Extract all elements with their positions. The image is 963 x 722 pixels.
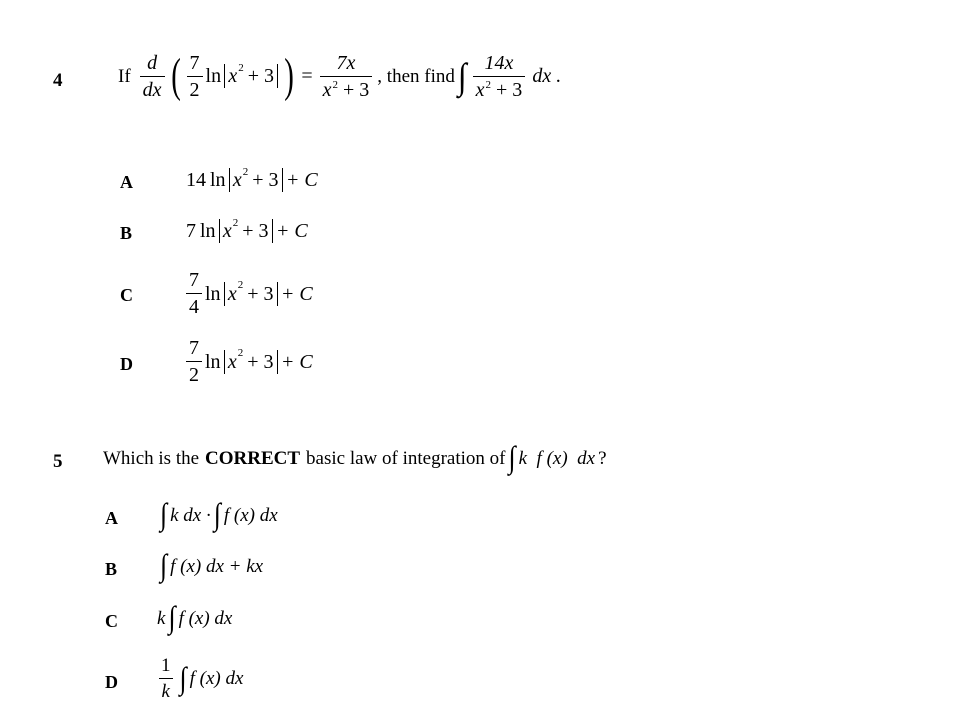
q5-option-a-expression[interactable]: ∫ k dx · ∫ f (x) dx xyxy=(160,497,278,532)
q4-option-b-expression[interactable]: 7 ln x 2 + 3 + C xyxy=(186,216,308,242)
q4-derivative-operator: $\frac{d}{dx}$ xyxy=(140,53,165,100)
q4-integrand-fraction: $\frac{14x}{x^2 + 3}$ xyxy=(473,53,526,100)
question-5-stem: Which is the CORRECT basic law of integration of ∫ k f (x) dx ? xyxy=(103,440,607,475)
integral-sign-icon: ∫ xyxy=(160,548,168,583)
q4-equals: = xyxy=(301,65,313,87)
q4-rhs-fraction: $\frac{7x}{x^2 + 3}$ xyxy=(320,53,373,100)
q5-option-d-expression[interactable]: $\frac{1}{k}$ ∫ f (x) dx xyxy=(155,656,243,701)
q5-emphasis: CORRECT xyxy=(205,447,301,469)
q4-option-d-label[interactable]: D xyxy=(120,354,133,374)
q4-prefix: If xyxy=(118,65,131,87)
q4-abs-bar-right xyxy=(277,64,278,88)
question-5-number: 5 xyxy=(53,451,63,472)
integral-sign-icon: ∫ xyxy=(508,440,516,475)
q4-ln: ln xyxy=(205,65,222,87)
question-4-stem: If $\frac{d}{dx}$ ( $\frac{7}{2}$ ln x 2 + 3 ) = $\frac{7x}{x^2 + 3}$ , then find ∫ $\frac{14x}{x^2 + 3}$ dx . xyxy=(118,49,562,102)
q5-option-c-expression[interactable]: k ∫ f (x) dx xyxy=(157,600,233,635)
question-4-number: 4 xyxy=(53,70,63,91)
q4-option-c-expression[interactable]: $\frac{7}{4}$ ln x 2 + 3 + C xyxy=(183,270,313,317)
q4-abs-bar-left xyxy=(224,64,225,88)
integral-sign-icon: ∫ xyxy=(179,660,187,696)
q5-option-c-label[interactable]: C xyxy=(105,611,118,631)
integral-sign-icon: ∫ xyxy=(213,497,221,532)
q4-connector: , then find xyxy=(377,65,455,87)
q4-right-paren: ) xyxy=(284,49,295,102)
q4-option-b-label[interactable]: B xyxy=(120,223,133,243)
q5-option-b-expression[interactable]: ∫ f (x) dx + kx xyxy=(160,548,264,583)
q5-option-b-label[interactable]: B xyxy=(105,559,118,579)
q5-option-d-label[interactable]: D xyxy=(105,672,118,692)
q4-option-a-expression[interactable]: 14 ln x 2 + 3 + C xyxy=(186,165,318,191)
integral-sign-icon: ∫ xyxy=(168,600,176,635)
q4-option-a-label[interactable]: A xyxy=(120,172,133,192)
q4-option-d-expression[interactable]: $\frac{7}{2}$ ln x 2 + 3 + C xyxy=(183,338,313,385)
integral-sign-icon: ∫ xyxy=(160,497,168,532)
q4-coef-fraction: $\frac{7}{2}$ xyxy=(187,53,203,100)
q4-option-c-label[interactable]: C xyxy=(120,285,133,305)
q4-dx: dx . xyxy=(532,65,562,87)
q5-option-a-label[interactable]: A xyxy=(105,508,118,528)
integral-sign-icon: ∫ xyxy=(457,55,467,97)
q4-left-paren: ( xyxy=(170,49,181,102)
